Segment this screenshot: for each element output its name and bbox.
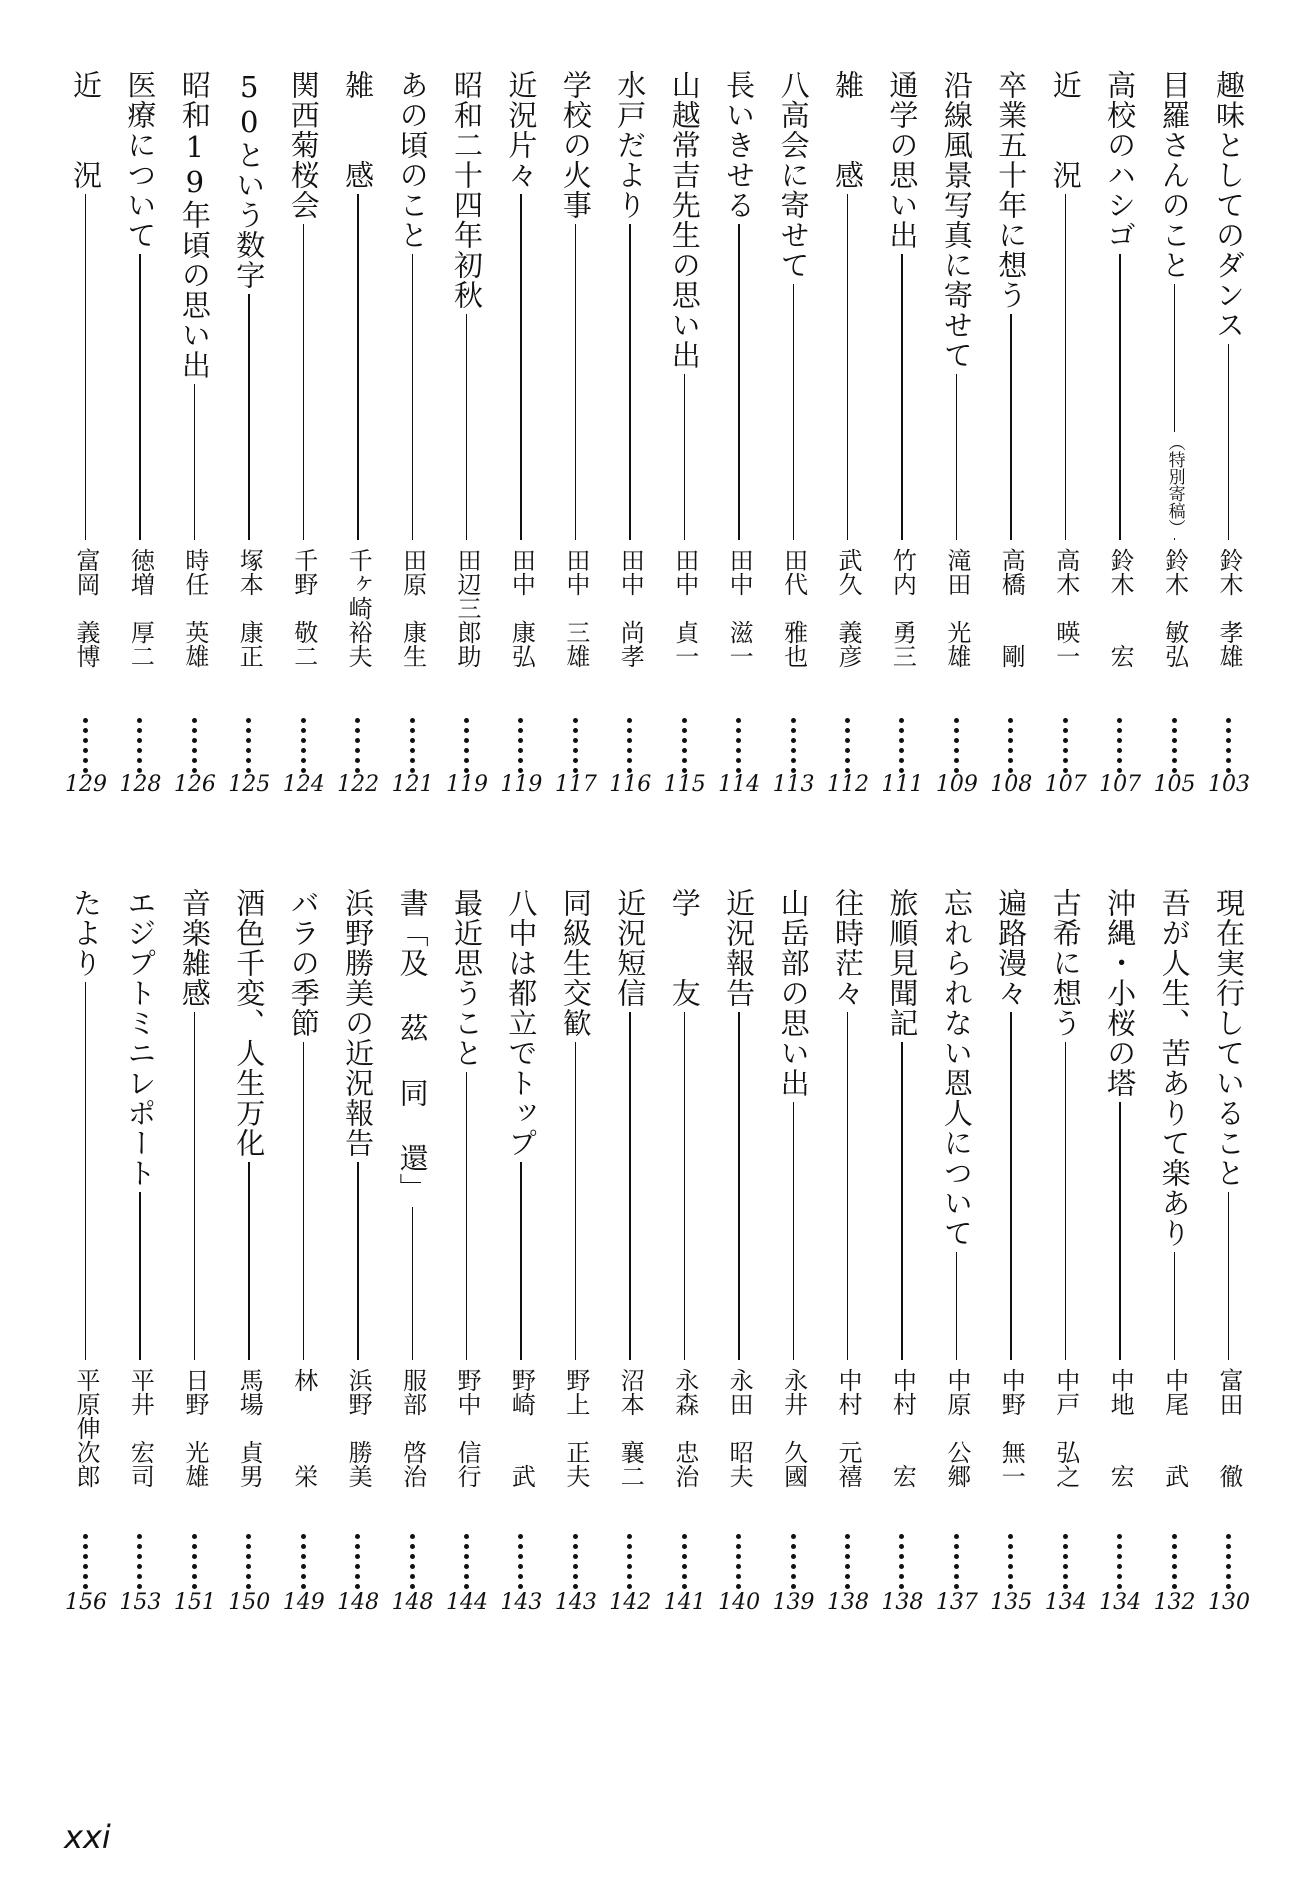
entry-author: 高橋 剛 xyxy=(997,548,1026,668)
entry-title: 雑 感 xyxy=(341,70,376,190)
entry-author: 平井 宏司 xyxy=(126,1368,155,1488)
entry-page-number: 113 xyxy=(772,772,815,797)
entry-page-number: 129 xyxy=(65,772,107,797)
entry-author: 徳増 厚二 xyxy=(126,548,155,668)
leader-rule xyxy=(466,1072,467,1360)
leader-dots xyxy=(1117,1534,1123,1594)
entry-page-number: 115 xyxy=(663,772,706,797)
leader-dots xyxy=(682,1534,688,1594)
entry-page-number: 156 xyxy=(65,1590,107,1615)
entry-author: 富岡 義博 xyxy=(72,548,100,668)
entry-page-number: 119 xyxy=(500,772,543,797)
entry-title: 医療について xyxy=(123,70,158,250)
entry-page-number: 124 xyxy=(282,772,325,797)
leader-rule xyxy=(520,194,521,540)
entry-title: 関西菊桜会 xyxy=(286,70,321,220)
entry-author: 服部 啓治 xyxy=(398,1368,427,1488)
leader-rule xyxy=(357,1162,358,1360)
leader-rule xyxy=(139,1192,140,1360)
entry-author: 田中 貞一 xyxy=(670,548,699,668)
entry-title: 書「及 茲 同 還」 xyxy=(395,888,430,1203)
leader-dots xyxy=(83,718,89,778)
entry-page-number: 151 xyxy=(173,1590,216,1615)
leader-rule xyxy=(629,1012,630,1360)
entry-author: 中村 宏 xyxy=(888,1368,917,1488)
entry-author: 鈴木 宏 xyxy=(1106,548,1135,668)
leader-rule xyxy=(575,224,576,540)
leader-rule xyxy=(901,1042,902,1360)
entry-title: 近況報告 xyxy=(722,888,757,1008)
entry-title: 山越常吉先生の思い出 xyxy=(667,70,702,370)
entry-title: 沿線風景写真に寄せて xyxy=(939,70,974,370)
leader-rule xyxy=(956,1252,957,1360)
entry-author: 馬場 貞男 xyxy=(235,1368,264,1488)
leader-rule xyxy=(466,314,467,540)
entry-title: 50という数字 xyxy=(232,70,267,290)
entry-author: 平原伸次郎 xyxy=(72,1368,100,1488)
entry-title: 学校の火事 xyxy=(558,70,593,220)
entry-page-number: 119 xyxy=(446,772,488,797)
entry-title: 昭和19年頃の思い出 xyxy=(177,70,212,380)
leader-dots xyxy=(791,718,797,778)
leader-dots xyxy=(1172,718,1178,778)
leader-rule xyxy=(1174,1252,1175,1360)
leader-rule xyxy=(1228,1192,1229,1360)
leader-rule xyxy=(901,254,902,540)
entry-author: 千野 敬二 xyxy=(289,548,318,668)
entry-title: 沖縄・小桜の塔 xyxy=(1103,888,1138,1098)
entry-page-number: 153 xyxy=(119,1590,162,1615)
entry-title: エジプトミニレポート xyxy=(123,888,158,1188)
entry-title: 現在実行していること xyxy=(1212,888,1246,1188)
entry-title: 学 友 xyxy=(667,888,702,1008)
entry-title: 昭和二十四年初秋 xyxy=(450,70,484,310)
leader-rule xyxy=(684,374,685,540)
leader-rule xyxy=(520,1162,521,1360)
entry-title: 浜野勝美の近況報告 xyxy=(341,888,376,1158)
entry-title: 近況短信 xyxy=(613,888,648,1008)
leader-dots xyxy=(410,1534,416,1594)
entry-title: 忘れられない恩人について xyxy=(939,888,974,1248)
entry-author: 中戸 弘之 xyxy=(1051,1368,1080,1488)
leader-dots xyxy=(464,718,470,778)
leader-rule xyxy=(85,194,86,540)
leader-dots xyxy=(1008,1534,1014,1594)
leader-rule xyxy=(1119,1102,1120,1360)
leader-rule xyxy=(303,224,304,540)
entry-page-number: 114 xyxy=(718,772,761,797)
entry-page-number: 143 xyxy=(554,1590,597,1615)
entry-page-number: 112 xyxy=(827,772,869,797)
entry-author: 田代 雅也 xyxy=(779,548,808,668)
entry-title: 通学の思い出 xyxy=(885,70,920,250)
entry-title: 往時茫々 xyxy=(831,888,865,1008)
entry-author: 浜野 勝美 xyxy=(344,1368,373,1488)
entry-author: 鈴木 孝雄 xyxy=(1215,548,1243,668)
entry-title: 遍路漫々 xyxy=(994,888,1029,1008)
entry-title: 卒業五十年に想う xyxy=(994,70,1029,310)
entry-author: 中地 宏 xyxy=(1106,1368,1135,1488)
leader-dots xyxy=(627,1534,633,1594)
leader-dots xyxy=(464,1534,470,1594)
entry-author: 高木 暎一 xyxy=(1051,548,1080,668)
leader-dots xyxy=(1172,1534,1178,1594)
leader-rule xyxy=(248,294,249,540)
entry-title: 近況片々 xyxy=(504,70,539,190)
entry-author: 沼本 襄二 xyxy=(616,1368,645,1488)
leader-rule xyxy=(956,374,957,540)
entry-title: 近 況 xyxy=(69,70,103,190)
entry-author: 野中 信行 xyxy=(453,1368,481,1488)
entry-title: あの頃のこと xyxy=(395,70,430,250)
entry-author: 永森 忠治 xyxy=(670,1368,699,1488)
entry-page-number: 135 xyxy=(990,1590,1033,1615)
entry-page-number: 122 xyxy=(337,772,380,797)
entry-title: 目羅さんのこと xyxy=(1157,70,1192,280)
entry-page-number: 107 xyxy=(1044,772,1087,797)
entry-author: 田辺三郎助 xyxy=(453,548,481,668)
entry-title: たより xyxy=(69,888,103,978)
entry-page-number: 130 xyxy=(1208,1590,1250,1615)
entry-author: 田原 康生 xyxy=(398,548,427,668)
entry-author: 時任 英雄 xyxy=(180,548,209,668)
leader-dots xyxy=(1063,1534,1069,1594)
entry-page-number: 116 xyxy=(609,772,652,797)
entry-author: 鈴木 敏弘 xyxy=(1160,548,1189,668)
entry-title: 旅順見聞記 xyxy=(885,888,920,1038)
entry-title: 山岳部の思い出 xyxy=(776,888,811,1098)
entry-title: 最近思うこと xyxy=(450,888,484,1068)
leader-dots xyxy=(954,718,960,778)
leader-dots xyxy=(1117,718,1123,778)
leader-rule xyxy=(793,284,794,540)
entry-page-number: 103 xyxy=(1208,772,1250,797)
leader-dots xyxy=(301,718,307,778)
leader-dots xyxy=(192,1534,198,1594)
entry-page-number: 138 xyxy=(827,1590,869,1615)
leader-dots xyxy=(845,1534,851,1594)
leader-dots xyxy=(137,1534,143,1594)
entry-author: 中原 公郷 xyxy=(942,1368,971,1488)
leader-dots xyxy=(410,718,416,778)
entry-title: 同級生交歓 xyxy=(558,888,593,1038)
entry-author: 中尾 武 xyxy=(1160,1368,1189,1488)
entry-author: 田中 滋一 xyxy=(725,548,754,668)
leader-dots xyxy=(1226,718,1232,778)
leader-rule xyxy=(85,982,86,1360)
entry-author: 日野 光雄 xyxy=(180,1368,209,1488)
entry-page-number: 108 xyxy=(990,772,1033,797)
leader-dots xyxy=(899,718,905,778)
entry-page-number: 138 xyxy=(881,1590,924,1615)
entry-author: 塚本 康正 xyxy=(235,548,264,668)
entry-page-number: 143 xyxy=(500,1590,543,1615)
entry-author: 田中 三雄 xyxy=(561,548,590,668)
leader-dots xyxy=(1063,718,1069,778)
entry-title: 雑 感 xyxy=(831,70,865,190)
leader-dots xyxy=(1226,1534,1232,1594)
leader-rule xyxy=(738,1012,739,1360)
leader-dots xyxy=(137,718,143,778)
entry-author: 永田 昭夫 xyxy=(725,1368,754,1488)
leader-rule xyxy=(1010,1012,1011,1360)
entry-author: 永井 久國 xyxy=(779,1368,808,1488)
leader-dots xyxy=(736,718,742,778)
entry-title: 長いきせる xyxy=(722,70,757,220)
entry-page-number: 128 xyxy=(119,772,162,797)
leader-rule xyxy=(194,1012,195,1360)
entry-page-number: 126 xyxy=(173,772,216,797)
entry-title: 趣味としてのダンス xyxy=(1212,70,1246,340)
leader-dots xyxy=(736,1534,742,1594)
leader-dots xyxy=(246,718,252,778)
entry-author: 武久 義彦 xyxy=(834,548,862,668)
entry-author: 富田 徹 xyxy=(1215,1368,1243,1488)
leader-dots xyxy=(845,718,851,778)
entry-author: 中村 元禧 xyxy=(834,1368,862,1488)
leader-rule xyxy=(684,1012,685,1360)
entry-title: 古希に想う xyxy=(1048,888,1083,1038)
entry-note: （特別寄稿） xyxy=(1164,434,1185,536)
leader-rule xyxy=(1065,194,1066,540)
entry-page-number: 142 xyxy=(609,1590,652,1615)
entry-page-number: 137 xyxy=(935,1590,978,1615)
entry-page-number: 134 xyxy=(1044,1590,1087,1615)
entry-page-number: 148 xyxy=(337,1590,380,1615)
entry-page-number: 111 xyxy=(881,772,924,797)
leader-dots xyxy=(1008,718,1014,778)
leader-rule xyxy=(1228,344,1229,540)
leader-dots xyxy=(627,718,633,778)
leader-rule xyxy=(575,1042,576,1360)
leader-rule xyxy=(738,224,739,540)
entry-page-number: 107 xyxy=(1099,772,1142,797)
leader-rule xyxy=(139,254,140,540)
entry-page-number: 140 xyxy=(718,1590,761,1615)
leader-dots xyxy=(682,718,688,778)
entry-page-number: 149 xyxy=(282,1590,325,1615)
entry-author: 中野 無一 xyxy=(997,1368,1026,1488)
leader-rule xyxy=(1065,1042,1066,1360)
entry-page-number: 150 xyxy=(228,1590,271,1615)
leader-rule xyxy=(793,1102,794,1360)
leader-rule xyxy=(357,194,358,540)
leader-rule xyxy=(303,1042,304,1360)
entry-title: 八高会に寄せて xyxy=(776,70,811,280)
entry-author: 野崎 武 xyxy=(507,1368,536,1488)
entry-author: 野上 正夫 xyxy=(561,1368,590,1488)
leader-dots xyxy=(518,718,524,778)
entry-title: 音楽雑感 xyxy=(177,888,212,1008)
leader-dots xyxy=(791,1534,797,1594)
leader-rule xyxy=(847,194,848,540)
leader-rule xyxy=(1010,314,1011,540)
leader-dots xyxy=(246,1534,252,1594)
entry-author: 滝田 光雄 xyxy=(942,548,971,668)
entry-title: 吾が人生、苦ありて楽あり xyxy=(1157,888,1192,1248)
entry-author: 田中 尚孝 xyxy=(616,548,645,668)
leader-dots xyxy=(573,718,579,778)
leader-dots xyxy=(192,718,198,778)
entry-author: 林 栄 xyxy=(289,1368,318,1488)
entry-author: 竹内 勇三 xyxy=(888,548,917,668)
entry-page-number: 121 xyxy=(391,772,434,797)
entry-title: 近 況 xyxy=(1048,70,1083,190)
leader-rule xyxy=(412,254,413,540)
entry-page-number: 117 xyxy=(554,772,597,797)
entry-title: 水戸だより xyxy=(613,70,648,220)
leader-dots xyxy=(301,1534,307,1594)
page-folio: xxi xyxy=(64,1818,111,1856)
leader-dots xyxy=(954,1534,960,1594)
entry-page-number: 132 xyxy=(1153,1590,1196,1615)
entry-page-number: 139 xyxy=(772,1590,815,1615)
entry-author: 田中 康弘 xyxy=(507,548,536,668)
leader-rule xyxy=(1119,254,1120,540)
entry-title: 高校のハシゴ xyxy=(1103,70,1138,250)
leader-dots xyxy=(355,718,361,778)
entry-title: 酒色千変、人生万化 xyxy=(232,888,267,1158)
entry-page-number: 141 xyxy=(663,1590,706,1615)
entry-page-number: 148 xyxy=(391,1590,434,1615)
entry-author: 千ヶ崎裕夫 xyxy=(344,548,373,668)
leader-rule xyxy=(194,384,195,540)
leader-dots xyxy=(518,1534,524,1594)
entry-page-number: 144 xyxy=(446,1590,488,1615)
leader-rule xyxy=(248,1162,249,1360)
entry-title: 八中は都立でトップ xyxy=(504,888,539,1158)
leader-dots xyxy=(355,1534,361,1594)
leader-rule xyxy=(629,224,630,540)
leader-rule xyxy=(847,1012,848,1360)
leader-rule xyxy=(412,1207,413,1360)
entry-title: バラの季節 xyxy=(286,888,321,1038)
entry-page-number: 125 xyxy=(228,772,271,797)
leader-dots xyxy=(83,1534,89,1594)
entry-page-number: 105 xyxy=(1153,772,1196,797)
leader-dots xyxy=(899,1534,905,1594)
entry-page-number: 134 xyxy=(1099,1590,1142,1615)
leader-dots xyxy=(573,1534,579,1594)
entry-page-number: 109 xyxy=(935,772,978,797)
